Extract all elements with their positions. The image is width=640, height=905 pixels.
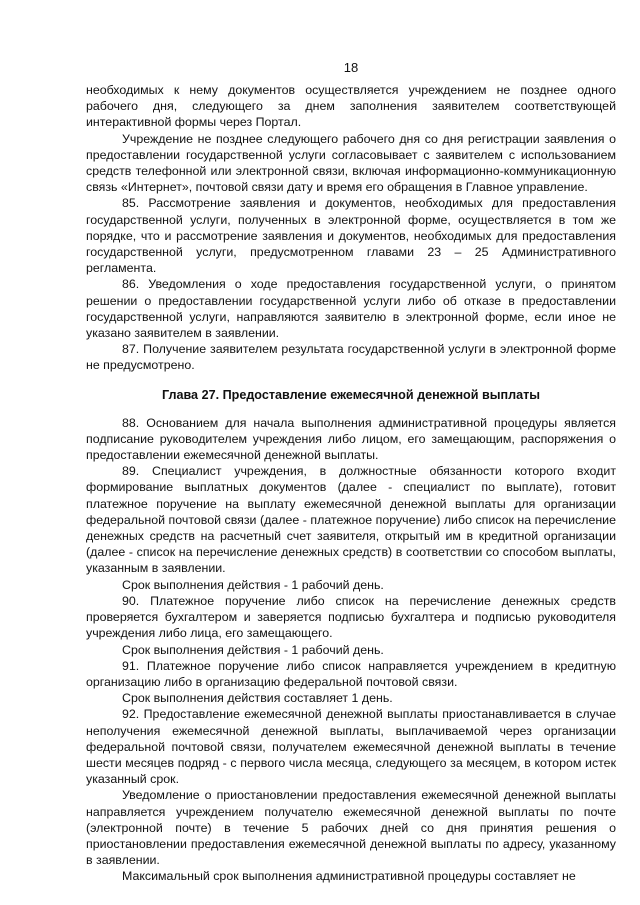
page-number: 18 [343, 60, 359, 75]
paragraph: Уведомление о приостановлении предоставления ежемесячной денежной выплаты направляется учреждением получателю ежемесячной денежной выплаты по почте (электронной почте) в течение 5 рабочих дней со дня принятия решения о приостановлении предоставления ежемесячной денежной выплаты по адресу, указанному в заявлении. [86, 788, 616, 868]
section-bottom [86, 415, 616, 885]
paragraph: 89. Специалист учреждения, в должностные обязанности которого входит формирование выплатных документов (далее - специалист по выплате), готовит платежное поручение на выплату ежемесячной денежной выплаты для организации федеральной почтовой связи (далее - платежное поручение) либо список на перечисление денежных средств на расчетный счет заявителя, открытый им в кредитной организации (далее - список на перечисление денежных средств) в соответствии со способом выплаты, указанным в заявлении. [86, 464, 616, 576]
paragraph: 86. Уведомления о ходе предоставления государственной услуги, о принятом решении о предоставлении государственной услуги либо об отказе в предоставлении государственной услуги, направляются заявителю в электронной форме, если иное не указано заявителем в заявлении. [86, 277, 616, 341]
section-top [86, 82, 616, 374]
paragraph: Срок выполнения действия составляет 1 день. [122, 691, 393, 706]
paragraph: 85. Рассмотрение заявления и документов, необходимых для предоставления государственной услуги, полученных в электронной форме, осуществляется в том же порядке, что и рассмотрение заявления и документов, необходимых для предоставления государственной услуги, предусмотренном главами 23 – 25 Административного регламента. [86, 196, 616, 276]
paragraph: Срок выполнения действия - 1 рабочий день. [122, 577, 384, 592]
chapter-heading: Глава 27. Предоставление ежемесячной денежной выплаты [161, 387, 541, 402]
paragraph: Максимальный срок выполнения административной процедуры составляет не [122, 869, 576, 884]
paragraph: 92. Предоставление ежемесячной денежной выплаты приостанавливается в случае неполучения ежемесячной денежной выплаты, выплачиваемой через организации федеральной почтовой связи, получателем ежемесячной денежной выплаты в течение шести месяцев подряд - с первого числа месяца, следующего за месяцем, в котором истек указанный срок. [86, 707, 616, 787]
paragraph: 87. Получение заявителем результата государственной услуги в электронной форме не предусмотрено. [86, 342, 616, 373]
paragraph: Учреждение не позднее следующего рабочего дня со дня регистрации заявления о предоставлении государственной услуги согласовывает с заявителем с использованием средств телефонной или электронной связи, включая информационно-коммуникационную связь «Интернет», почтовой связи дату и время его обращения в Главное управление. [86, 131, 616, 195]
paragraph: Срок выполнения действия - 1 рабочий день. [122, 642, 384, 657]
paragraph: 88. Основанием для начала выполнения административной процедуры является подписание руководителем учреждения либо лицом, его замещающим, распоряжения о предоставлении ежемесячной денежной выплаты. [86, 415, 616, 463]
paragraph: 91. Платежное поручение либо список направляется учреждением в кредитную организацию либо в организацию федеральной почтовой связи. [86, 658, 616, 689]
paragraph: 90. Платежное поручение либо список на перечисление денежных средств проверяется бухгалтером и заверяется подписью бухгалтера и подписью руководителя учреждения либо лица, его замещающего. [86, 593, 616, 641]
paragraph: необходимых к нему документов осуществляется учреждением не позднее одного рабочего дня, следующего за днем заполнения заявителем соответствующей интерактивной формы через Портал. [86, 83, 616, 130]
